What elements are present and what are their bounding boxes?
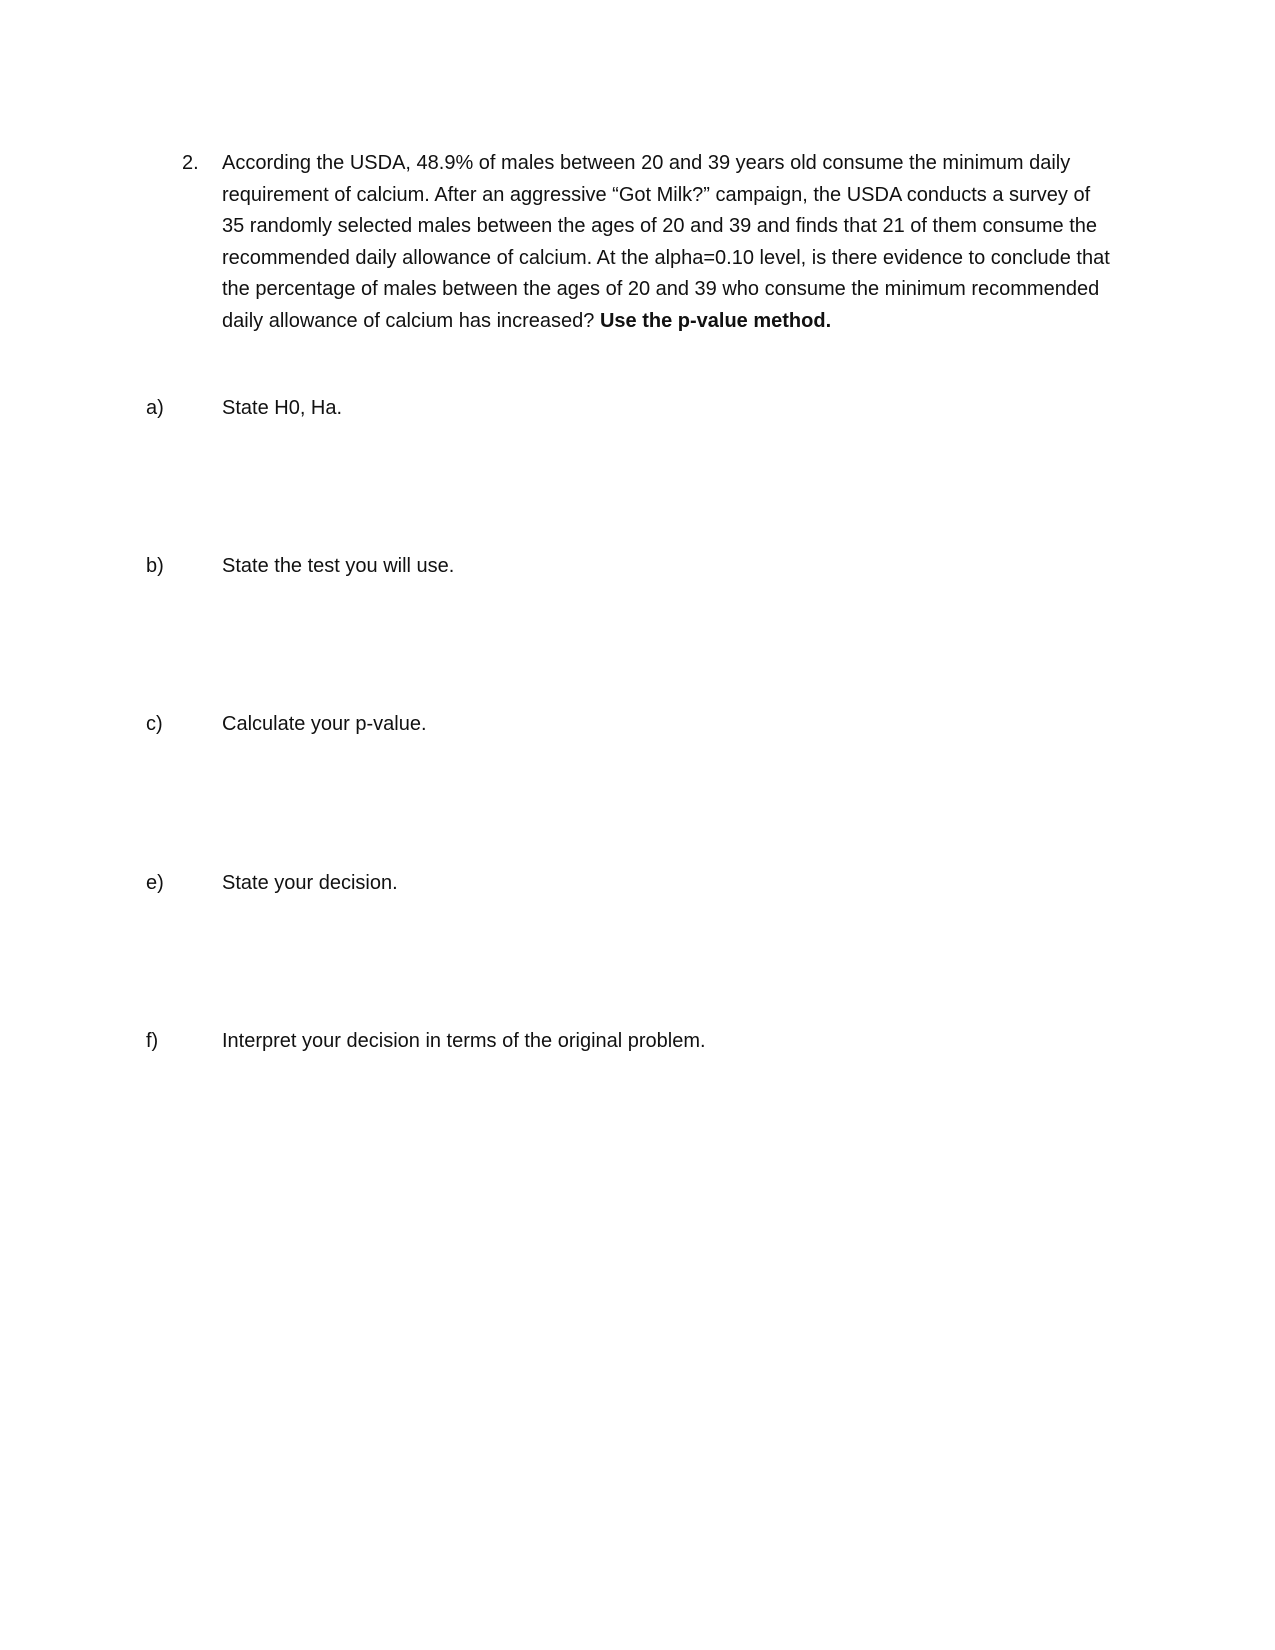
part-b — [0, 550, 1275, 582]
part-text: State the test you will use. — [222, 555, 455, 577]
part-f — [0, 1025, 1275, 1057]
part-label: c) — [146, 713, 163, 735]
part-text: State H0, Ha. — [222, 397, 343, 419]
question-text — [222, 148, 1112, 337]
part-text: Interpret your decision in terms of the original problem. — [222, 1030, 706, 1052]
question-prompt: According the USDA, 48.9% of males between 20 and 39 years old consume the minimum daily requirement of calcium. After an aggressive “Got Milk?” campaign, the USDA conducts a survey of 35 randomly selected males between the ages of 20 and 39 and finds that 21 of them consume the recommended daily allowance of calcium. At the alpha=0.10 level, is there evidence to conclude that the percentage of males between the ages of 20 and 39 who consume the minimum recommended daily allowance of calcium has increased? — [222, 152, 1110, 332]
part-text: State your decision. — [222, 872, 398, 894]
part-label: f) — [146, 1030, 159, 1052]
part-text: Calculate your p-value. — [222, 713, 427, 735]
part-a — [0, 392, 1275, 424]
question-method-instruction: Use the p-value method. — [599, 309, 832, 332]
part-c — [0, 708, 1275, 740]
part-label: e) — [146, 872, 164, 894]
part-label: b) — [146, 555, 164, 577]
question-number: 2. — [182, 152, 199, 174]
part-label: a) — [146, 397, 164, 419]
part-e — [0, 867, 1275, 899]
